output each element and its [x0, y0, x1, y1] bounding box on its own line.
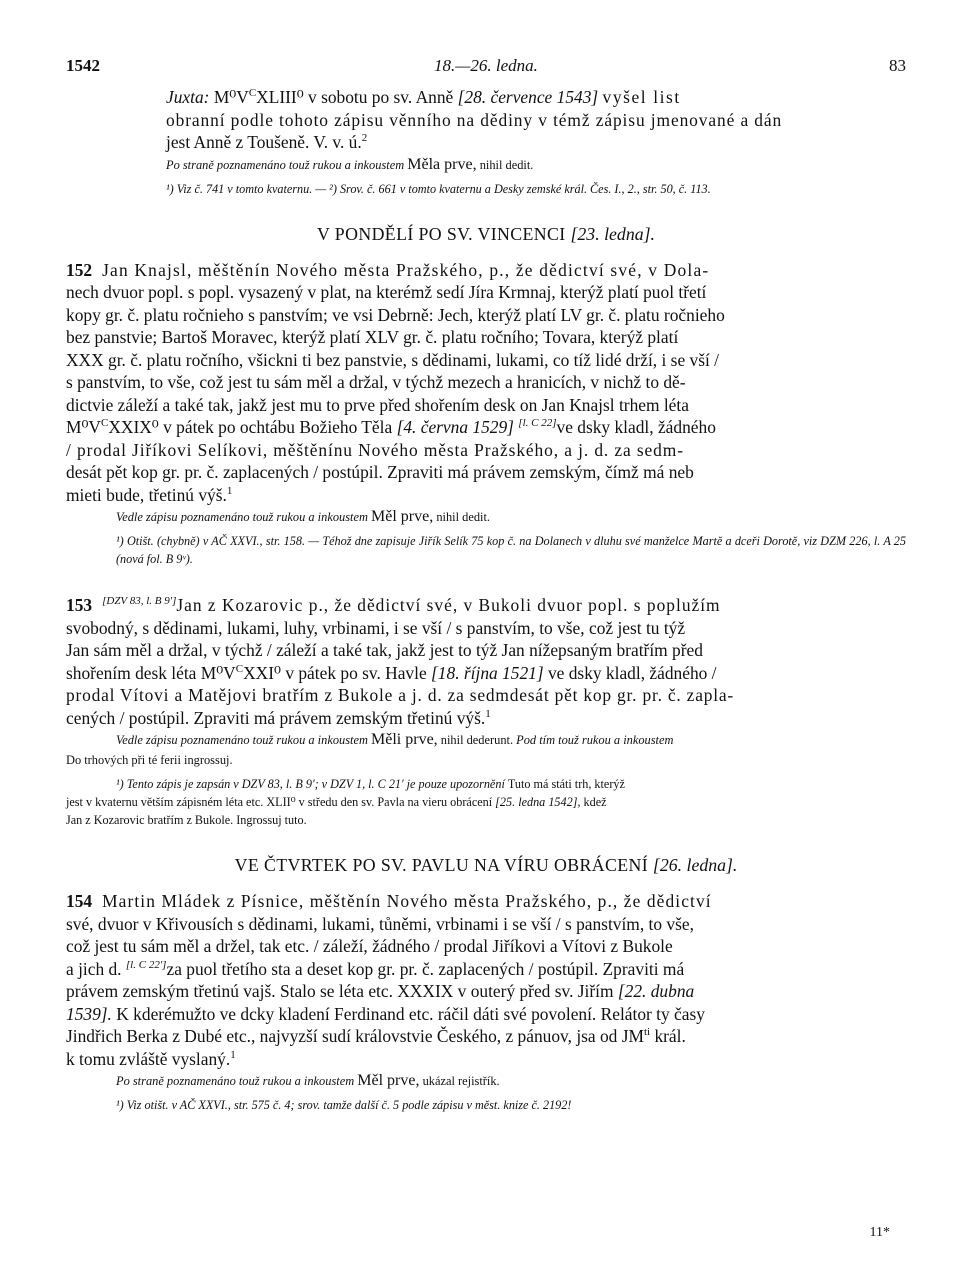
entry-153-margin-note: Vedle zápisu poznamenáno touž rukou a inkoustem Měli prve, nihil dederunt. Pod tím touž rukou a inkoustem — [116, 731, 674, 748]
entry-154-line-8: k tomu zvláště vyslaný.$^1$ — [66, 1048, 236, 1069]
juxta-block — [66, 86, 906, 198]
section-heading-1: V PONDĚLÍ PO SV. VINCENCI [23. ledna]. — [317, 223, 655, 244]
section-heading-2: VE ČTVRTEK PO SV. PAVLU NA VÍRU OBRÁCENÍ [26. ledna]. — [234, 855, 738, 875]
running-header — [66, 56, 906, 86]
entry-152-margin-note: Vedle zápisu poznamenáno touž rukou a inkoustem Měl prve, nihil dedit. — [116, 508, 491, 525]
entry-153: 153 [DZV 83, l. B 9']Jan z Kozarovic p., že dědictví své, v Bukoli dvuor popl. s poplužím svobodný, s dědinami, lukami, luhy, vrbinami, i se vší / s panstvím, to vše, což jest tu týž Jan sám měl a držal, v týchž / záleží a také tak, jakž jest to týž Jan nížepsaným bratřím před shořením desk léta $M^0V^CXXI^0$ v pátek po sv. Havle [18. října 1521] ve dsky kladl, žádného / prodal Vítovi a Matějovi bratřím z Bukole a j. d. za sedmdesát pět kop gr. pr. č. zapla- cených / postúpil. Zpraviti má právem zemským třetinú výš.$^1$ Vedle zápisu poznamenáno touž rukou a inkoustem Měli prve, nihil dederunt. Pod tím touž rukou a inkoustem Do trhových při té ferii ingrossuj. ¹) Tento zápis je zapsán v DZV 83, l. B 9'; v DZV 1, l. C 21' je pouze upozornění Tuto má státi trh, kterýž jest v kvaternu větším zápisném léta etc. XLII⁰ v středu den sv. Pavla na vieru obrácení [25. ledna 1542], kdež Jan z Kozarovic bratřím z Bukole. Ingrossuj tuto. — [66, 594, 906, 829]
entry-153-line-4: shořením desk léta $M^0V^CXXI^0$ v pátek po sv. Havle [18. října 1521] ve dsky kladl, žádného / — [66, 662, 717, 683]
entry-152-line-8: $M^0V^CXXIX^0$ v pátek po ochtábu Božieho Těla [4. června 1529] [l. C 22]ve dsky kladl, žádného — [66, 417, 716, 437]
entry-154: 154 Martin Mládek z Písnice, měštěnín Nového města Pražského, p., že dědictví své, dvuor v Křivousích s dědinami, lukami, tůněmi, vrbinami i se vší / s panstvím, to vše, což jest tu sám měl a držel, tak etc. / záleží, žádného / prodal Jiříkovi a Vítovi z Bukole a jich d. [l. C 22']za puol třetího sta a deset kop gr. pr. č. zaplacených / postúpil. Zpraviti má právem zemským třetinú vajš. Stalo se léta etc. XXXIX v outerý před sv. Jiřím [22. dubna 1539]. K kderémužto ve dcky kladení Ferdinand etc. ráčil dáti své povolení. Relátor ty časy Jindřich Berka z Dubé etc., najvyzší sudí královstvie Českého, z pánuov, jsa od $JM^{ti}$ král. k tomu zvláště vyslaný.$^1$ Po straně poznamenáno touž rukou a inkoustem Měl prve, ukázal rejistřík. ¹) Viz otišt. v AČ XXVI., str. 575 č. 4; srov. tamže další č. 5 podle zápisu v měst. knize č. 2192! — [66, 890, 906, 1114]
entry-152-line-1: 152 Jan Knajsl, měštěnín Nového města Pražského, p., že dědictví své, v Dola- — [66, 259, 710, 280]
entry-154-line-7: Jindřich Berka z Dubé etc., najvyzší sudí královstvie Českého, z pánuov, jsa od $JM^{ti}$ král. — [66, 1026, 686, 1046]
juxta-footnote: ¹) Viz č. 741 v tomto kvaternu. — ²) Srov. č. 661 v tomto kvaternu a Desky zemské král. Čes. I., 2., str. 50, č. 113. — [166, 181, 711, 196]
juxta-line-2: obranní podle tohoto zápisu věnního na dědiny v témž zápisu jmenované a dán — [166, 109, 783, 130]
entry-154-margin-note: Po straně poznamenáno touž rukou a inkoustem Měl prve, ukázal rejistřík. — [116, 1072, 500, 1089]
entry-number: 152 — [66, 259, 93, 280]
entry-154-footnote: ¹) Viz otišt. v AČ XXVI., str. 575 č. 4; srov. tamže další č. 5 podle zápisu v měst. knize č. 2192! — [116, 1098, 572, 1112]
entry-154-line-4: a jich d. [l. C 22']za puol třetího sta a deset kop gr. pr. č. zaplacených / postúpil. Zpraviti má — [66, 958, 685, 979]
header-page-number: 83 — [889, 56, 906, 75]
entry-number: 153 — [66, 595, 93, 615]
entry-153-line-1: 153 [DZV 83, l. B 9']Jan z Kozarovic p., že dědictví své, v Bukoli dvuor popl. s poplužím — [66, 595, 721, 615]
juxta-line-1: Juxta: $M^0V^CXLIII^0$ v sobotu po sv. Anně [28. července 1543] vyšel list — [166, 87, 681, 107]
entry-153-margin-note-2: Do trhových při té ferii ingrossuj. — [66, 753, 233, 767]
entry-number: 154 — [66, 891, 93, 911]
header-year: 1542 — [66, 56, 100, 75]
entry-153-footnote: ¹) Tento zápis je zapsán v DZV 83, l. B 9'; v DZV 1, l. C 21' je pouze upozornění Tuto má státi trh, kterýž — [116, 777, 625, 791]
entry-152: 152 Jan Knajsl, měštěnín Nového města Pražského, p., že dědictví své, v Dola- nech dvuor popl. s popl. vysazený v plat, na kterémž sedí Jíra Krmnaj, kterýž platí puol třetí kopy gr. č. platu ročnieho s panstvím; ve vsi Debrně: Jech, kterýž platí LV gr. č. platu ročnieho bez panstvie; Bartoš Moravec, kterýž platí XLV gr. č. platu ročního; Tovara, kterýž platí XXX gr. č. platu ročního, všickni ti bez panstvie, s dědinami, lukami, co tíž lidé drží, i se vší / s panstvím, to vše, což jest tu sám měl a držal, v týchž mezech a hranicích, v nichž to dě- dictvie záleží a také tak, jakž jest mu to prve před shořením desk on Jan Knajsl trhem léta $M^0V^CXXIX^0$ v pátek po ochtábu Božieho Těla [4. června 1529] [l. C 22]ve dsky kladl, žádného / prodal Jiříkovi Selíkovi, měštěnínu Nového města Pražského, a j. d. za sedm- desát pět kop gr. pr. č. zaplacených / postúpil. Zpraviti má právem zemským, čímž má neb mieti bude, třetinú výš.$^1$ Vedle zápisu poznamenáno touž rukou a inkoustem Měl prve, nihil dedit. ¹) Otišt. (chybně) v AČ XXVI., str. 158. — Téhož dne zapisuje Jiřík Selík 75 kop č. na Dolanech v dluhu své manželce Martě a dceři Dorotě, viz DZM 226, l. A 25 (nová fol. B 9ᵛ). — [66, 259, 906, 566]
entry-153-footnote-3: Jan z Kozarovic bratřím z Bukole. Ingrossuj tuto. — [66, 813, 307, 827]
entry-153-footnote-2: jest v kvaternu větším zápisném léta etc. XLII⁰ v středu den sv. Pavla na vieru obrácení [25. ledna 1542], kdež — [66, 795, 607, 809]
header-date: 18.—26. ledna. — [434, 56, 538, 75]
entry-154-line-6: 1539]. K kderémužto ve dcky kladení Ferdinand etc. ráčil dáti své povolení. Relátor ty časy — [66, 1003, 705, 1024]
entry-152-footnote: ¹) Otišt. (chybně) v AČ XXVI., str. 158. — Téhož dne zapisuje Jiřík Selík 75 kop č. na Dolanech v dluhu své manželce Martě a dceři Dorotě, viz DZM 226, l. A 25 (nová fol. B 9ᵛ). — [116, 534, 906, 566]
entry-152-line-11: mieti bude, třetinú výš.$^1$ — [66, 484, 233, 505]
juxta-line-3: jest Anně z Toušeně. V. v. ú.$^2$ — [166, 132, 368, 152]
entry-153-line-6: cených / postúpil. Zpraviti má právem zemským třetinú výš.$^1$ — [66, 707, 491, 728]
entry-154-line-1: 154 Martin Mládek z Písnice, měštěnín Nového města Pražského, p., že dědictví — [66, 891, 712, 911]
signature-mark: 11* — [869, 1225, 890, 1240]
entry-154-line-5: právem zemským třetinú vajš. Stalo se léta etc. XXXIX v outerý před sv. Jiřím [22. dubna — [66, 981, 695, 1001]
document-page — [66, 56, 906, 1114]
juxta-margin-note: Po straně poznamenáno touž rukou a inkoustem Měla prve, nihil dedit. — [166, 155, 534, 173]
